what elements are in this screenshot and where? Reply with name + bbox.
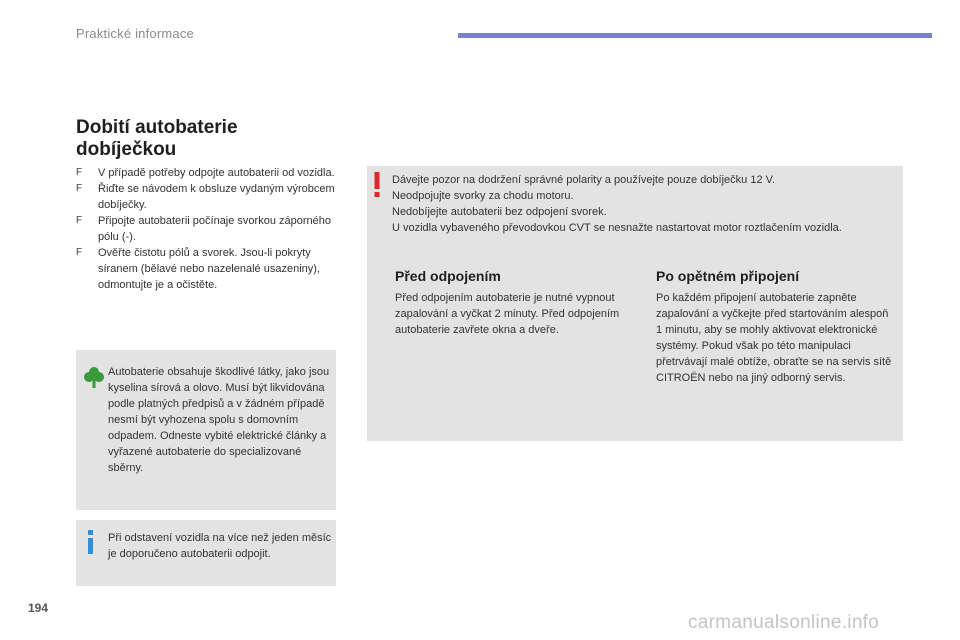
step-item bbox=[76, 213, 338, 245]
header-title: Praktické informace bbox=[76, 26, 194, 41]
step-text: Řiďte se návodem k obsluze vydaným výrobcem dobíječky. bbox=[98, 183, 335, 211]
checkbox-bullet-icon: F bbox=[76, 247, 83, 258]
warning-box bbox=[367, 166, 903, 441]
warning-text bbox=[392, 172, 900, 236]
warning-line: Nedobíjejte autobaterii bez odpojení svorek. bbox=[392, 206, 607, 218]
steps-list bbox=[76, 165, 338, 293]
section-title: Dobití autobaterie dobíječkou bbox=[76, 117, 238, 160]
step-item bbox=[76, 181, 338, 213]
step-text: Připojte autobaterii počínaje svorkou záporného pólu (-). bbox=[98, 215, 331, 243]
exclamation-icon bbox=[373, 172, 381, 198]
eco-note-box bbox=[76, 350, 336, 510]
before-disconnect-title: Před odpojením bbox=[395, 268, 501, 284]
info-note-box bbox=[76, 520, 336, 586]
checkbox-bullet-icon: F bbox=[76, 167, 83, 178]
step-text: V případě potřeby odpojte autobaterii od vozidla. bbox=[98, 167, 335, 179]
warning-line: Dávejte pozor na dodržení správné polarity a používejte pouze dobíječku 12 V. bbox=[392, 174, 776, 186]
checkbox-bullet-icon: F bbox=[76, 215, 83, 226]
watermark: carmanualsonline.info bbox=[688, 612, 880, 633]
eco-note-text: Autobaterie obsahuje škodlivé látky, jako jsou kyselina sírová a olovo. Musí být likvidována podle platných předpisů a v žádném případě nesmí být vyhozena spolu s domovním odpadem. Odneste vybité elektrické články a vyřazené autobaterie do specializované sběrny. bbox=[108, 366, 330, 474]
warning-line: U vozidla vybaveného převodovkou CVT se nesnažte nastartovat motor roztlačením vozidla. bbox=[392, 222, 842, 234]
step-item bbox=[76, 245, 338, 293]
warning-line: Neodpojujte svorky za chodu motoru. bbox=[392, 190, 574, 202]
info-note-text: Při odstavení vozidla na více než jeden měsíc je doporučeno autobaterii odpojit. bbox=[108, 532, 332, 560]
after-reconnect-text: Po každém připojení autobaterie zapněte zapalování a vyčkejte před startováním alespoň 1 minutu, aby se mohly aktivovat elektronické systémy. Pokud však po této manipulaci přetrvávají malé obtíže, obraťte se na servis sítě CITROËN nebo na jiný odborný servis. bbox=[656, 292, 892, 384]
page-number: 194 bbox=[28, 601, 49, 615]
tree-icon bbox=[84, 366, 104, 388]
step-item bbox=[76, 165, 338, 181]
before-disconnect-text: Před odpojením autobaterie je nutné vypnout zapalování a vyčkat 2 minuty. Před odpojením autobaterie zavřete okna a dveře. bbox=[395, 292, 620, 336]
step-text: Ověřte čistotu pólů a svorek. Jsou-li pokryty síranem (bělavé nebo nazelenalé usazeniny), odmontujte je a očistěte. bbox=[98, 247, 320, 291]
after-reconnect-title: Po opětném připojení bbox=[656, 268, 800, 284]
checkbox-bullet-icon: F bbox=[76, 183, 83, 194]
header-accent-bar bbox=[458, 33, 932, 38]
info-icon bbox=[86, 530, 96, 554]
